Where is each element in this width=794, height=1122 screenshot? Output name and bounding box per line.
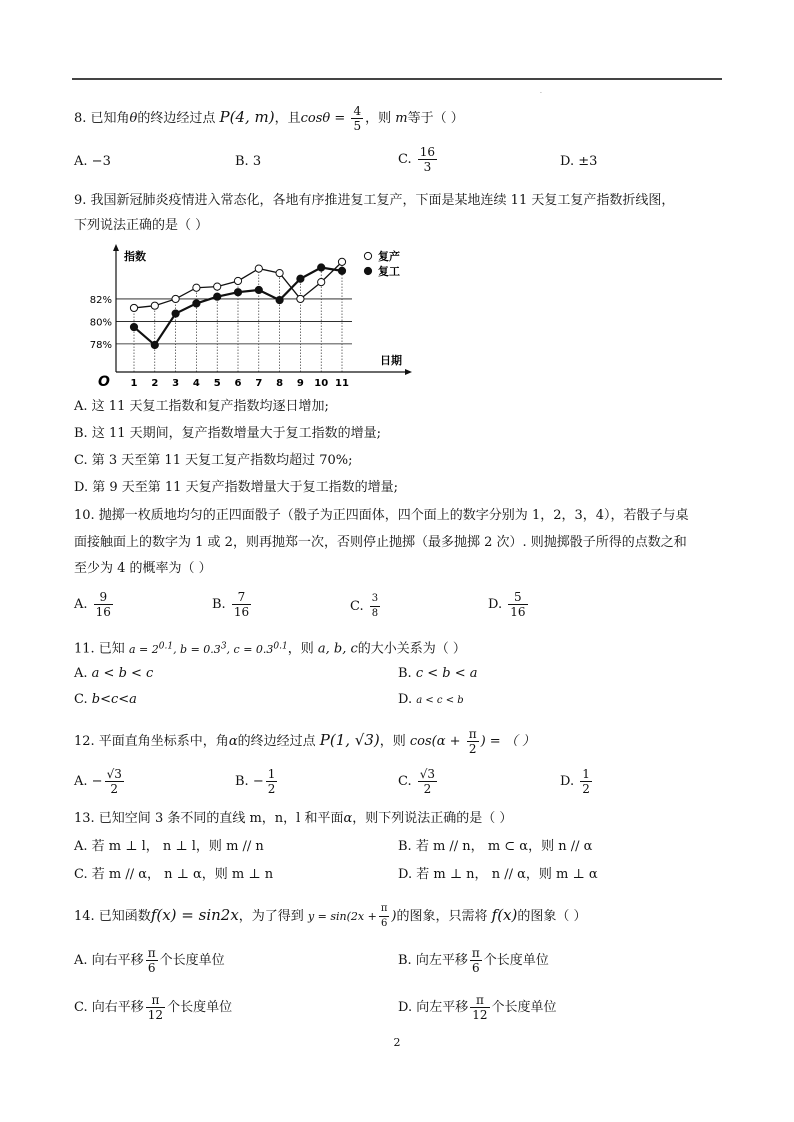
data-point [193, 284, 200, 291]
x-tick-label: 4 [192, 378, 200, 389]
q14-option-d: D. 向左平移 $\frac{\pi}{12}$ 个长度单位 [398, 993, 557, 1022]
q8-option-a: A. −3 [74, 154, 111, 169]
legend-marker [364, 267, 371, 274]
y-axis-label: 指数 [124, 250, 146, 263]
legend-marker [364, 252, 371, 259]
q11-option-d: D. a < c < b [398, 692, 464, 707]
data-point [130, 304, 137, 311]
x-axis-arrow [405, 369, 412, 375]
q10-stem-line3: 至少为 4 的概率为（ ） [74, 561, 212, 576]
q13-option-b: B. 若 m // n， m ⊂ α，则 n // α [398, 839, 593, 854]
q9-stem-line1: 9. 我国新冠肺炎疫情进入常态化，各地有序推进复工复产，下面是某地连续 11 天复工复产指数折线图， [74, 193, 675, 208]
data-point [130, 323, 137, 330]
data-point [214, 283, 221, 290]
data-point [318, 264, 325, 271]
q13-option-c: C. 若 m // α， n ⊥ α，则 m ⊥ n [74, 867, 274, 882]
data-point [193, 300, 200, 307]
q12-option-a: A. − $\frac{√3}{2}$ [74, 767, 122, 796]
legend-label: 复工 [378, 265, 400, 278]
x-tick-label: 9 [296, 378, 304, 389]
x-tick-label: 1 [130, 378, 138, 389]
q9-stem-line2: 下列说法正确的是（ ） [74, 218, 209, 233]
q9-option-b: B. 这 11 天期间，复产指数增量大于复工指数的增量; [74, 426, 382, 441]
q10-option-c: C. $\frac{3}{8}$ [350, 593, 379, 619]
q11-option-b: B. c < b < a [398, 666, 478, 681]
q14-stem: 14. 已知函数f(x) = sin2x，为了得到 y = sin(2x + $\frac{\pi}{6}$ )的图象，只需将 f(x)的图象（ ） [74, 903, 587, 929]
legend-label: 复产 [378, 250, 400, 263]
q8-fraction: $\frac{4}{5}$ [353, 104, 362, 133]
q11-stem: 11. 已知 $a = 2^{0.1}$, $b = 0.3^3$, $c = 0.3^{0.1}$，则 a, b, c的大小关系为（ ） [74, 641, 466, 657]
q13-stem: 13. 已知空间 3 条不同的直线 m，n，l 和平面α，则下列说法正确的是（ ） [74, 811, 513, 826]
data-point [255, 286, 262, 293]
data-point [172, 295, 179, 302]
q10-option-b: B. $\frac{7}{16}$ [212, 590, 250, 619]
q9-line-chart [80, 242, 420, 392]
q8-option-d: D. ±3 [560, 154, 598, 169]
stray-dot: . [540, 88, 542, 95]
data-point [297, 275, 304, 282]
data-point [255, 265, 262, 272]
data-point [234, 277, 241, 284]
x-tick-label: 5 [213, 378, 221, 389]
q8-stem: 8. 已知角θ的终边经过点 P(4, m)，且cosθ = $\frac{4}{5}$ ，则 m等于（ ） [74, 104, 464, 133]
q9-option-a: A. 这 11 天复工指数和复产指数均逐日增加; [74, 399, 329, 414]
data-point [338, 258, 345, 265]
q8-option-c: C. $\frac{16}{3}$ [398, 145, 436, 174]
data-point [318, 278, 325, 285]
q13-option-a: A. 若 m ⊥ l， n ⊥ l，则 m // n [74, 839, 264, 854]
q12-option-d: D. $\frac{1}{2}$ [560, 767, 590, 796]
data-point [172, 310, 179, 317]
data-point [338, 267, 345, 274]
x-tick-label: 10 [314, 378, 329, 389]
q14-option-a: A. 向右平移 $\frac{\pi}{6}$ 个长度单位 [74, 946, 225, 975]
x-tick-label: 2 [151, 378, 159, 389]
q10-option-a: A. $\frac{9}{16}$ [74, 590, 111, 619]
q14-option-b: B. 向左平移 $\frac{\pi}{6}$ 个长度单位 [398, 946, 549, 975]
data-point [234, 289, 241, 296]
data-point [276, 296, 283, 303]
x-tick-label: 6 [234, 378, 242, 389]
header-rule [72, 78, 722, 80]
y-tick-label: 78% [89, 339, 112, 351]
data-point [151, 341, 158, 348]
x-tick-label: 7 [255, 378, 263, 389]
origin-label: O [98, 374, 110, 390]
q11-option-a: A. a < b < c [74, 666, 154, 681]
y-tick-label: 80% [89, 317, 112, 329]
q12-option-b: B. − $\frac{1}{2}$ [235, 767, 276, 796]
y-axis-arrow [113, 244, 119, 251]
data-point [297, 295, 304, 302]
q10-stem-line2: 面接触面上的数字为 1 或 2，则再抛郑一次，否则停止抛掷（最多抛掷 2 次）. 则抛掷骰子所得的点数之和 [74, 535, 687, 550]
q12-option-c: C. $\frac{√3}{2}$ [398, 767, 436, 796]
q8-option-b: B. 3 [235, 154, 262, 169]
y-tick-label: 82% [89, 294, 112, 306]
q9-option-c: C. 第 3 天至第 11 天复工复产指数均超过 70%; [74, 453, 353, 468]
x-tick-label: 3 [172, 378, 180, 389]
x-tick-label: 8 [276, 378, 284, 389]
q14-option-c: C. 向右平移 $\frac{\pi}{12}$ 个长度单位 [74, 993, 233, 1022]
q9-option-d: D. 第 9 天至第 11 天复产指数增量大于复工指数的增量; [74, 480, 398, 495]
q11-option-c: C. b<c<a [74, 692, 137, 707]
data-point [151, 302, 158, 309]
data-point [214, 293, 221, 300]
data-point [276, 270, 283, 277]
x-axis-label: 日期 [380, 354, 402, 367]
q12-stem: 12. 平面直角坐标系中，角α的终边经过点 P(1, √3)，则 cos(α + $\frac{\pi}{2}$ ) = （ ） [74, 727, 535, 756]
x-tick-label: 11 [335, 378, 349, 389]
q10-stem-line1: 10. 抛掷一枚质地均匀的正四面骰子（骰子为正四面体，四个面上的数字分别为 1，2，3，4），若骰子与桌 [74, 508, 689, 523]
q10-option-d: D. $\frac{5}{16}$ [488, 590, 526, 619]
q13-option-d: D. 若 m ⊥ n， n // α，则 m ⊥ α [398, 867, 598, 882]
page-number: 2 [393, 1036, 401, 1049]
